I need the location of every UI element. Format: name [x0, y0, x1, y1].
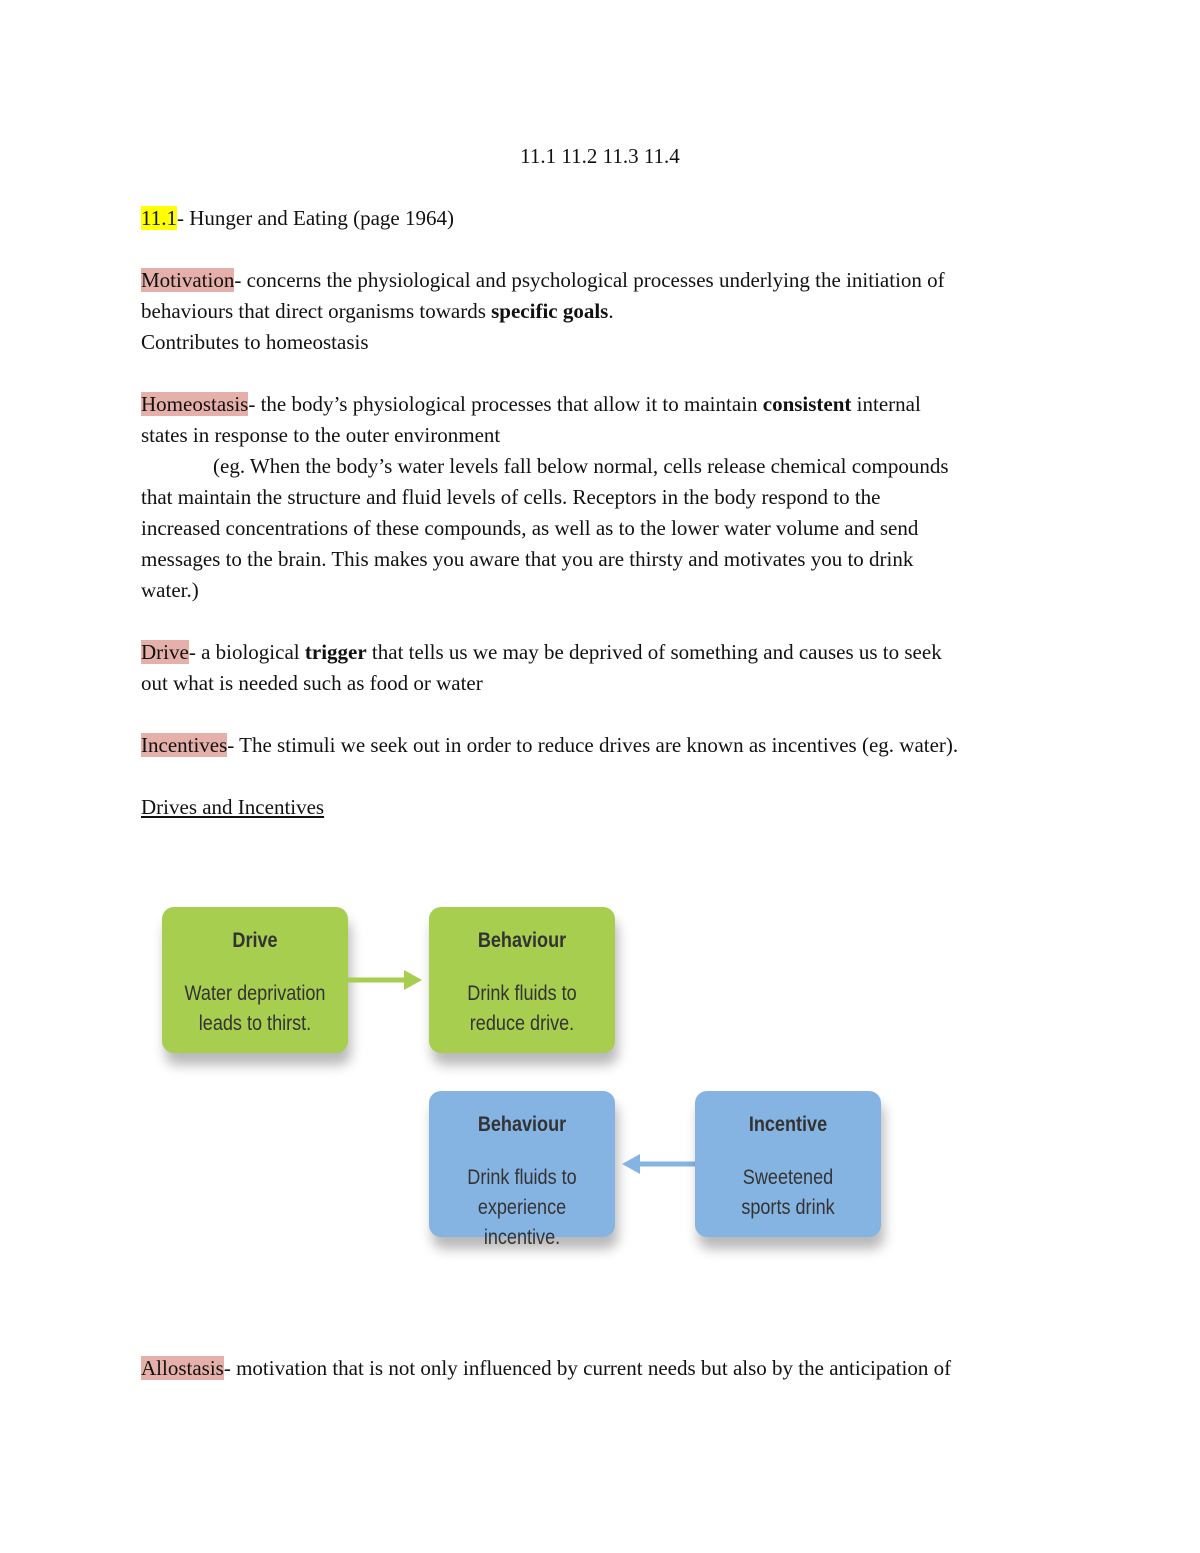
behaviour-box-1-line-2: reduce drive.	[469, 1012, 575, 1035]
homeostasis-text: - the body’s physiological processes that allow it to maintain	[248, 392, 763, 416]
homeostasis-definition-line-2: states in response to the outer environment	[141, 423, 501, 447]
incentives-text: - The stimuli we seek out in order to reduce drives are known as incentives (eg. water).	[227, 733, 959, 757]
behaviour-box-experience-incentive	[429, 1091, 615, 1249]
drive-box	[162, 907, 348, 1053]
diagram-heading: Drives and Incentives	[141, 795, 325, 819]
section-code-highlight: 11.1	[141, 206, 177, 230]
homeostasis-example-line-1: (eg. When the body’s water levels fall below normal, cells release chemical compounds	[213, 454, 949, 478]
term-allostasis: Allostasis	[141, 1356, 224, 1380]
motivation-text-2: behaviours that direct organisms towards	[141, 299, 492, 323]
incentives-definition	[141, 730, 958, 761]
homeostasis-example-line-5: water.)	[141, 578, 199, 602]
behaviour-box-2-line-1: Drink fluids to	[467, 1166, 577, 1189]
drive-text: - a biological	[188, 640, 305, 664]
behaviour-box-1-title: Behaviour	[477, 929, 567, 952]
drive-box-body	[175, 979, 335, 1039]
left-arrow-icon	[620, 1152, 696, 1176]
behaviour-box-2-line-2: experience incentive.	[477, 1196, 567, 1249]
bold-specific-goals: specific goals	[491, 299, 609, 323]
homeostasis-text-end: internal	[851, 392, 921, 416]
drive-definition-line-1	[141, 637, 942, 668]
behaviour-box-2-title: Behaviour	[477, 1113, 567, 1136]
motivation-definition-line-1	[141, 265, 945, 296]
term-drive: Drive	[141, 640, 189, 664]
drive-box-line-2: leads to thirst.	[198, 1012, 312, 1035]
behaviour-box-1-body	[442, 979, 602, 1039]
bold-trigger: trigger	[304, 640, 367, 664]
section-title: - Hunger and Eating (page 1964)	[176, 206, 454, 230]
homeostasis-example-line-3: increased concentrations of these compounds, as well as to the lower water volume and send	[141, 516, 919, 540]
homeostasis-definition-line-1	[141, 389, 921, 420]
page-title: 11.1 11.2 11.3 11.4	[520, 144, 680, 168]
period: .	[608, 299, 614, 323]
behaviour-box-1-line-1: Drink fluids to	[467, 982, 577, 1005]
allostasis-definition	[141, 1353, 951, 1384]
incentive-box-line-1: Sweetened	[742, 1166, 834, 1189]
right-arrow-icon	[348, 968, 424, 992]
term-incentives: Incentives	[141, 733, 228, 757]
bold-consistent: consistent	[762, 392, 852, 416]
incentive-box-body	[708, 1163, 868, 1223]
drive-box-title: Drive	[232, 929, 278, 952]
section-heading	[141, 203, 454, 234]
term-homeostasis: Homeostasis	[141, 392, 249, 416]
incentive-box-line-2: sports drink	[741, 1196, 835, 1219]
behaviour-box-2-body	[442, 1163, 602, 1253]
motivation-definition-line-2	[141, 296, 614, 327]
incentive-box	[695, 1091, 881, 1237]
motivation-note: Contributes to homeostasis	[141, 330, 369, 354]
incentive-box-title: Incentive	[748, 1113, 828, 1136]
drive-definition-line-2: out what is needed such as food or water	[141, 671, 483, 695]
drive-box-line-1: Water deprivation	[184, 982, 326, 1005]
homeostasis-example-line-4: messages to the brain. This makes you aware that you are thirsty and motivates you to drink	[141, 547, 914, 571]
term-motivation: Motivation	[141, 268, 235, 292]
motivation-text: - concerns the physiological and psychological processes underlying the initiation of	[234, 268, 945, 292]
drive-text-end: that tells us we may be deprived of something and causes us to seek	[366, 640, 942, 664]
allostasis-text: - motivation that is not only influenced by current needs but also by the anticipation of	[223, 1356, 952, 1380]
behaviour-box-reduce-drive	[429, 907, 615, 1053]
homeostasis-example-line-2: that maintain the structure and fluid levels of cells. Receptors in the body respond to the	[141, 485, 881, 509]
